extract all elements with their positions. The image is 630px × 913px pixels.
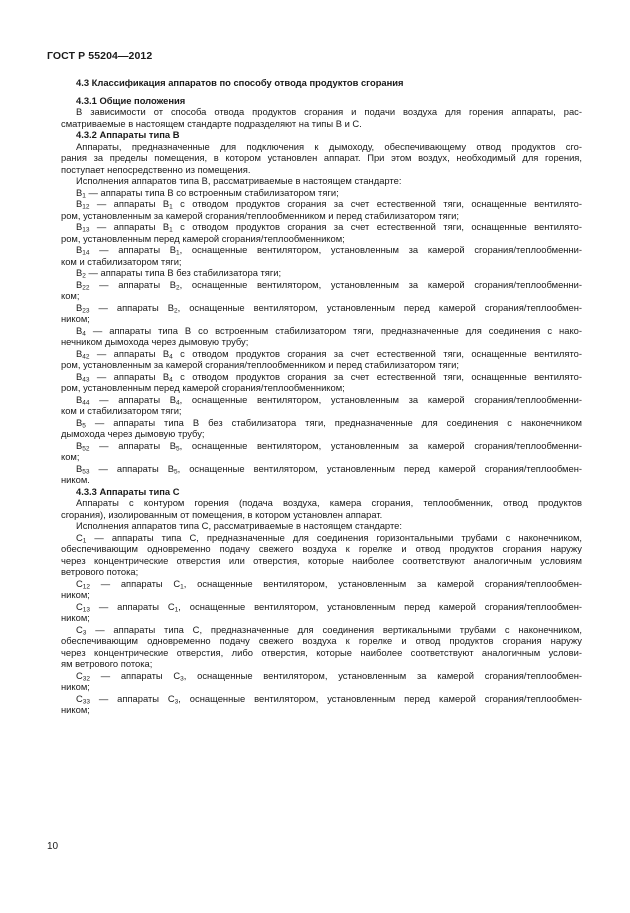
paragraph xyxy=(61,693,582,716)
text-line: сматриваемые в настоящем стандарте подразделяют на типы В и С. xyxy=(61,117,362,129)
section-heading: 4.3.2 Аппараты типа В xyxy=(76,129,180,140)
text-line: Аппараты с контуром горения (подача воздуха, камера сгорания, теплообменник, отвод продуктов xyxy=(76,497,582,508)
paragraph xyxy=(61,141,582,176)
text-line: через концентрические отверстия или отверстия, которые наиболее соответствуют аналогичным условиям xyxy=(61,554,582,566)
text-line: через концентрические отверстия, либо отверстия, которые наиболее соответствуют аналогичным услови- xyxy=(61,646,582,658)
paragraph xyxy=(61,497,582,520)
text-line: ником; xyxy=(61,704,90,715)
text-line: В зависимости от способа отвода продуктов сгорания и подачи воздуха для горения аппараты, рас- xyxy=(76,106,582,117)
paragraph xyxy=(61,106,582,129)
text-line: $В_{23}$ — аппараты $В_2$, оснащенные вентилятором, установленным перед камерой сгорания/теплообмен- xyxy=(76,301,583,314)
paragraph xyxy=(61,267,582,279)
text-line: ником; xyxy=(61,612,90,623)
text-line: ям ветрового потока; xyxy=(61,658,153,669)
text-line: дымохода через дымовую трубу; xyxy=(61,428,205,439)
text-line: поступает непосредственно из помещения. xyxy=(61,163,251,175)
text-line: Исполнения аппаратов типа В, рассматриваемые в настоящем стандарте: xyxy=(76,175,402,186)
section-heading: 4.3 Классификация аппаратов по способу отвода продуктов сгорания xyxy=(76,77,404,88)
text-line: ком; xyxy=(61,451,80,462)
paragraph xyxy=(61,198,582,221)
document-body xyxy=(61,77,582,716)
text-line: $В_{43}$ — аппараты $В_4$ с отводом продуктов сгорания за счет естественной тяги, оснащенные вентилято- xyxy=(76,370,583,383)
paragraph xyxy=(61,463,582,486)
text-line: $В_{12}$ — аппараты $В_1$ с отводом продуктов сгорания за счет естественной тяги, оснащенные вентилято- xyxy=(76,198,583,211)
paragraph xyxy=(61,221,582,244)
text-line: ником; xyxy=(61,589,90,600)
paragraph xyxy=(61,601,582,624)
paragraph xyxy=(61,394,582,417)
text-line: $В_{22}$ — аппараты $В_2$, оснащенные вентилятором, установленным за камерой сгорания/теплообменни- xyxy=(76,278,582,291)
text-line: $С_1$ — аппараты типа С, предназначенные для соединения горизонтальными трубами с наконечником, xyxy=(76,531,582,544)
paragraph xyxy=(61,520,582,532)
standard-header: ГОСТ Р 55204—2012 xyxy=(47,50,153,62)
page-number: 10 xyxy=(47,841,59,852)
paragraph xyxy=(61,325,582,348)
paragraph xyxy=(61,670,582,693)
text-line: $В_{13}$ — аппараты $В_1$ с отводом продуктов сгорания за счет естественной тяги, оснащенные вентилято- xyxy=(76,221,583,234)
text-line: $С_3$ — аппараты типа С, предназначенные для соединения вертикальными трубами с наконечником, xyxy=(76,623,582,636)
text-line: ром, установленным за камерой сгорания/теплообменником и перед стабилизатором тяги; xyxy=(61,359,459,370)
section-heading: 4.3.3 Аппараты типа С xyxy=(76,485,180,497)
text-line: $В_{14}$ — аппараты $В_1$, оснащенные вентилятором, установленным за камерой сгорания/теплообменни- xyxy=(76,244,582,257)
text-line: $С_{32}$ — аппараты $С_3$, оснащенные вентилятором, установленным за камерой сгорания/теплообмен- xyxy=(76,669,582,682)
text-line: ком и стабилизатором тяги; xyxy=(61,255,182,267)
text-line: ком и стабилизатором тяги; xyxy=(61,405,182,416)
paragraph xyxy=(61,244,582,267)
paragraph xyxy=(61,417,582,440)
text-line: обеспечивающим одновременно подачу свежего воздуха к горелке и отвод продуктов сгорания наружу xyxy=(61,635,582,646)
section-heading: 4.3.1 Общие положения xyxy=(76,94,186,106)
text-line: ником; xyxy=(61,313,90,324)
text-line: $В_1$ — аппараты типа В со встроенным стабилизатором тяги; xyxy=(76,186,339,199)
paragraph xyxy=(61,578,582,601)
text-line: ником. xyxy=(61,474,90,485)
text-line: $С_{12}$ — аппараты $С_1$, оснащенные вентилятором, установленным за камерой сгорания/теплообмен- xyxy=(76,577,582,590)
paragraph xyxy=(61,279,582,302)
text-line: нечником дымохода через дымовую трубу; xyxy=(61,336,249,347)
text-line: Аппараты, предназначенные для подключения к дымоходу, обеспечивающему отвод продуктов сго- xyxy=(76,140,582,152)
text-line: Исполнения аппаратов типа С, рассматриваемые в настоящем стандарте: xyxy=(76,520,402,531)
paragraph xyxy=(61,532,582,578)
text-line: ром, установленным за камерой сгорания/теплообменником и перед стабилизатором тяги; xyxy=(61,209,459,221)
text-line: $В_{44}$ — аппараты $В_4$, оснащенные вентилятором, установленным за камерой сгорания/теплообменни- xyxy=(76,393,582,406)
text-line: ветрового потока; xyxy=(61,566,139,577)
text-line: ром, установленным перед камерой сгорания/теплообменником; xyxy=(61,382,345,393)
paragraph xyxy=(61,624,582,670)
text-line: рания за пределы помещения, в котором установлен аппарат. При этом воздух, необходимый для горения, xyxy=(61,152,582,163)
text-line: $С_{13}$ — аппараты $С_1$, оснащенные вентилятором, установленным перед камерой сгорания/теплообмен- xyxy=(76,600,583,613)
text-line: $В_4$ — аппараты типа В со встроенным стабилизатором тяги, предназначенные для соединения с нако- xyxy=(76,324,582,337)
text-line: ром, установленным перед камерой сгорания/теплообменником; xyxy=(61,232,345,244)
paragraph xyxy=(61,440,582,463)
text-line: $В_2$ — аппараты типа В без стабилизатора тяги; xyxy=(76,267,282,280)
text-line: $В_5$ — аппараты типа В без стабилизатора тяги, предназначенные для соединения с наконечником xyxy=(76,416,582,429)
paragraph xyxy=(61,371,582,394)
paragraph xyxy=(61,187,582,199)
text-line: ником; xyxy=(61,681,90,692)
text-line: сгорания), изолированным от помещения, в котором установлен аппарат. xyxy=(61,508,383,520)
text-line: обеспечивающим одновременно подачу свежего воздуха к горелке и отвод продуктов сгорания наружу xyxy=(61,543,582,554)
text-line: $В_{42}$ — аппараты $В_4$ с отводом продуктов сгорания за счет естественной тяги, оснащенные вентилято- xyxy=(76,347,583,360)
text-line: $В_{52}$ — аппараты $В_5$, оснащенные вентилятором, установленным за камерой сгорания/теплообменни- xyxy=(76,439,582,452)
paragraph xyxy=(61,175,582,187)
paragraph xyxy=(61,348,582,371)
text-line: ком; xyxy=(61,290,80,301)
paragraph xyxy=(61,302,582,325)
text-line: $С_{33}$ — аппараты $С_3$, оснащенные вентилятором, установленным перед камерой сгорания/теплообмен- xyxy=(76,692,583,705)
text-line: $В_{53}$ — аппараты $В_5$, оснащенные вентилятором, установленным перед камерой сгорания/теплообмен- xyxy=(76,462,583,475)
